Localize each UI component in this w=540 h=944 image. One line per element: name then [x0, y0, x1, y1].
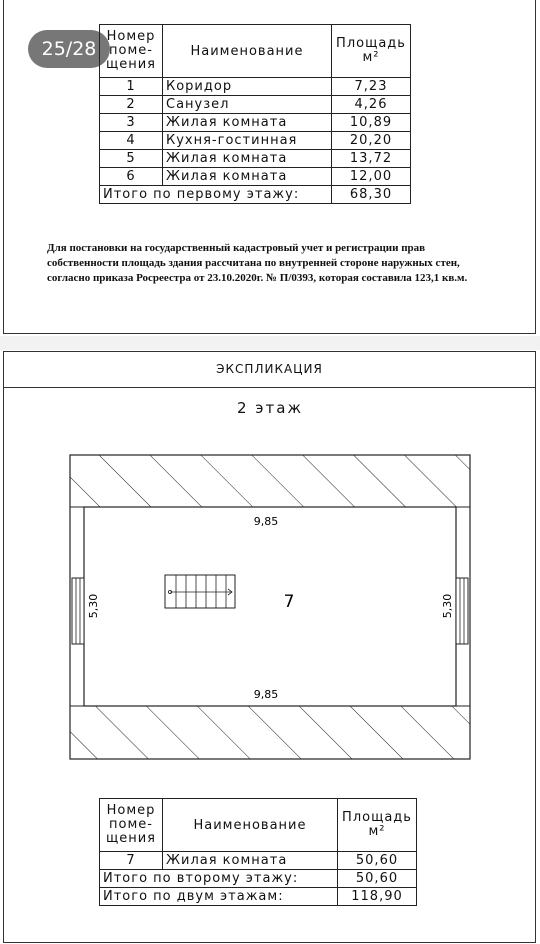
note-line: Для постановки на государственный кадастровый учет и регистрации прав	[47, 242, 426, 254]
table-row	[100, 168, 411, 186]
header-text: Номер	[106, 803, 156, 818]
cell-name: Коридор	[163, 78, 332, 96]
cell-name: Кухня-гостинная	[163, 132, 332, 150]
header-text: щения	[105, 57, 156, 72]
note-line: согласно приказа Росреестра от 23.10.2020г. № П/0393, которая составила 123,1 кв.м.	[47, 272, 468, 284]
header-area	[338, 799, 417, 852]
floor-title: 2 этаж	[237, 399, 303, 417]
room-interior	[84, 507, 456, 706]
header-text: поме-	[109, 43, 153, 58]
cell-name: Жилая комната	[163, 852, 338, 870]
explication-table-floor-1	[99, 24, 411, 204]
table-header-row	[100, 799, 417, 852]
cell-number: 2	[100, 96, 163, 114]
header-text: м²	[368, 824, 386, 839]
cell-number: 4	[100, 132, 163, 150]
total-area: 118,90	[338, 888, 417, 906]
total-area: 50,60	[338, 870, 417, 888]
header-text: поме-	[109, 817, 153, 832]
table-total-row	[100, 186, 411, 204]
header-room-number	[100, 25, 163, 78]
cell-number: 7	[100, 852, 163, 870]
cell-name: Санузел	[163, 96, 332, 114]
page-counter-badge: 25/28	[28, 30, 110, 68]
cell-area: 12,00	[332, 168, 411, 186]
table-header-row	[100, 25, 411, 78]
table-row	[100, 96, 411, 114]
room-number-label: 7	[283, 592, 295, 612]
cadastral-note	[47, 241, 517, 286]
header-text: щения	[105, 831, 156, 846]
header-text: Номер	[106, 29, 156, 44]
cell-name: Жилая комната	[163, 168, 332, 186]
cell-number: 6	[100, 168, 163, 186]
table-total-row	[100, 888, 417, 906]
explication-header: ЭКСПЛИКАЦИЯ	[3, 351, 536, 388]
right-window	[456, 578, 468, 644]
header-text: Площадь	[342, 810, 412, 825]
right-dimension: 5,30	[441, 593, 454, 619]
explication-table-floor-2	[99, 798, 417, 906]
left-dimension: 5,30	[87, 593, 100, 619]
header-name: Наименование	[163, 25, 332, 78]
cell-number: 3	[100, 114, 163, 132]
table-total-row	[100, 870, 417, 888]
top-wall-hatch	[70, 455, 470, 507]
note-line: собственности площадь здания рассчитана по внутренней стороне наружных стен,	[47, 257, 460, 269]
header-area	[332, 25, 411, 78]
header-room-number	[100, 799, 163, 852]
total-label: Итого по двум этажам:	[100, 888, 338, 906]
total-area: 68,30	[332, 186, 411, 204]
cell-area: 20,20	[332, 132, 411, 150]
floor-plan	[0, 440, 540, 770]
cell-name: Жилая комната	[163, 150, 332, 168]
header-name: Наименование	[163, 799, 338, 852]
table-row	[100, 132, 411, 150]
cell-number: 5	[100, 150, 163, 168]
bottom-wall-hatch	[70, 706, 470, 759]
page-gap	[0, 336, 540, 350]
cell-area: 13,72	[332, 150, 411, 168]
bottom-dimension: 9,85	[253, 688, 279, 701]
cell-name: Жилая комната	[163, 114, 332, 132]
table-row	[100, 852, 417, 870]
header-text: м²	[362, 50, 380, 65]
cell-area: 4,26	[332, 96, 411, 114]
cell-area: 10,89	[332, 114, 411, 132]
table-row	[100, 150, 411, 168]
table-row	[100, 78, 411, 96]
top-dimension: 9,85	[253, 515, 279, 528]
cell-number: 1	[100, 78, 163, 96]
total-label: Итого по второму этажу:	[100, 870, 338, 888]
header-text: Площадь	[336, 36, 406, 51]
table-row	[100, 114, 411, 132]
total-label: Итого по первому этажу:	[100, 186, 332, 204]
cell-area: 7,23	[332, 78, 411, 96]
left-window	[72, 578, 84, 644]
cell-area: 50,60	[338, 852, 417, 870]
